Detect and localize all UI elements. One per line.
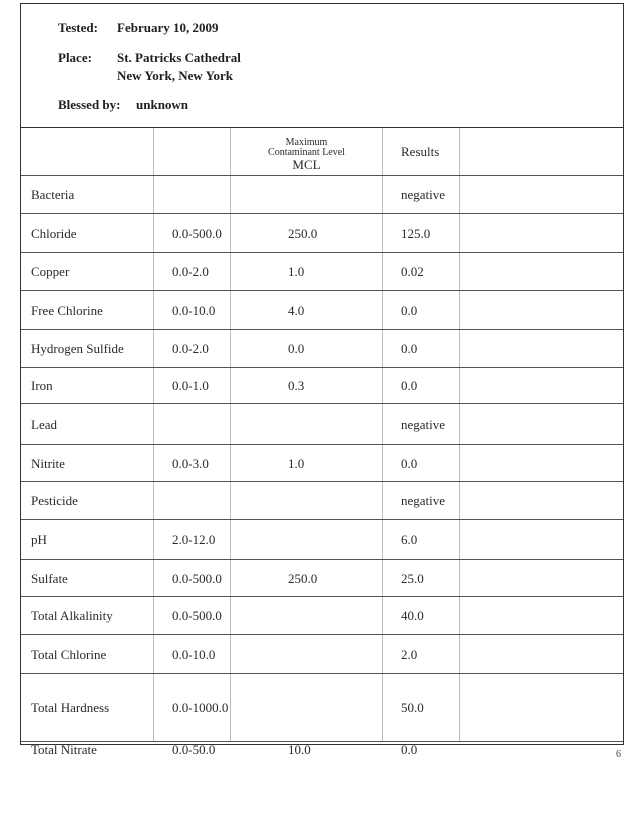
mcl-cell bbox=[231, 520, 383, 559]
parameter-cell bbox=[21, 445, 154, 481]
header-cell bbox=[383, 128, 460, 175]
range-cell bbox=[154, 404, 231, 444]
table-header-row bbox=[21, 128, 623, 176]
notes-cell bbox=[460, 214, 625, 252]
range-cell bbox=[154, 635, 231, 673]
notes-cell bbox=[460, 635, 625, 673]
result-cell bbox=[383, 597, 460, 634]
mcl-header-line-1: Maximum bbox=[285, 137, 328, 148]
table-row bbox=[21, 674, 623, 742]
mcl-cell bbox=[231, 560, 383, 596]
mcl-cell bbox=[231, 291, 383, 329]
parameter-name: Hydrogen Sulfide bbox=[31, 341, 124, 356]
mcl-value: 0.3 bbox=[288, 378, 305, 393]
result-value: 25.0 bbox=[401, 571, 424, 586]
notes-cell bbox=[460, 176, 625, 213]
result-value: 0.0 bbox=[401, 378, 418, 393]
test-range: 2.0-12.0 bbox=[172, 532, 216, 547]
range-cell bbox=[154, 520, 231, 559]
parameter-cell bbox=[21, 635, 154, 673]
table-row bbox=[21, 635, 623, 674]
place-line-2: New York, New York bbox=[117, 68, 234, 83]
mcl-cell bbox=[231, 330, 383, 367]
table-row bbox=[21, 330, 623, 368]
range-cell bbox=[154, 291, 231, 329]
notes-cell bbox=[460, 291, 625, 329]
parameter-cell bbox=[21, 597, 154, 634]
mcl-cell bbox=[231, 404, 383, 444]
mcl-header-line-3: MCL bbox=[292, 157, 321, 172]
table-row bbox=[21, 560, 623, 597]
table-row bbox=[21, 214, 623, 253]
result-cell bbox=[383, 482, 460, 519]
parameter-name: Lead bbox=[31, 417, 57, 432]
range-cell bbox=[154, 330, 231, 367]
table-row bbox=[21, 368, 623, 404]
report-frame bbox=[20, 3, 624, 757]
parameter-cell bbox=[21, 330, 154, 367]
parameter-cell bbox=[21, 404, 154, 444]
notes-cell bbox=[460, 597, 625, 634]
notes-cell bbox=[460, 482, 625, 519]
page-number: 6 bbox=[616, 749, 621, 760]
result-cell bbox=[383, 368, 460, 403]
table-row bbox=[21, 253, 623, 291]
mcl-value: 1.0 bbox=[288, 264, 305, 279]
result-value: 0.0 bbox=[401, 303, 418, 318]
test-range: 0.0-2.0 bbox=[172, 341, 209, 356]
parameter-name: Nitrite bbox=[31, 456, 65, 471]
parameter-cell bbox=[21, 520, 154, 559]
mcl-cell bbox=[231, 482, 383, 519]
mcl-cell bbox=[231, 214, 383, 252]
result-cell bbox=[383, 445, 460, 481]
header-cell bbox=[460, 128, 625, 175]
result-cell bbox=[383, 635, 460, 673]
range-cell bbox=[154, 445, 231, 481]
test-range: 0.0-500.0 bbox=[172, 608, 222, 623]
mcl-value: 10.0 bbox=[288, 742, 311, 757]
blessed-by-value: unknown bbox=[136, 97, 189, 112]
notes-cell bbox=[460, 330, 625, 367]
test-range: 0.0-10.0 bbox=[172, 647, 216, 662]
header-cell bbox=[231, 128, 383, 175]
mcl-cell bbox=[231, 597, 383, 634]
parameter-name: Copper bbox=[31, 264, 70, 279]
mcl-value: 250.0 bbox=[288, 226, 318, 241]
place-line-1: St. Patricks Cathedral bbox=[117, 50, 241, 65]
notes-cell bbox=[460, 445, 625, 481]
result-cell bbox=[383, 404, 460, 444]
parameter-name: Iron bbox=[31, 378, 53, 393]
parameter-name: pH bbox=[31, 532, 47, 547]
test-range: 0.0-1000.0 bbox=[172, 700, 229, 715]
parameter-cell bbox=[21, 214, 154, 252]
test-range: 0.0-500.0 bbox=[172, 226, 222, 241]
test-range: 0.0-3.0 bbox=[172, 456, 209, 471]
range-cell bbox=[154, 253, 231, 290]
mcl-value: 1.0 bbox=[288, 456, 305, 471]
mcl-value: 4.0 bbox=[288, 303, 305, 318]
mcl-cell bbox=[231, 674, 383, 741]
result-value: 0.0 bbox=[401, 341, 418, 356]
tested-date: February 10, 2009 bbox=[117, 20, 219, 35]
result-value: 0.02 bbox=[401, 264, 424, 279]
mcl-cell bbox=[231, 445, 383, 481]
parameter-cell bbox=[21, 368, 154, 403]
range-cell bbox=[154, 597, 231, 634]
result-cell bbox=[383, 674, 460, 741]
result-value: 50.0 bbox=[401, 700, 424, 715]
parameter-cell bbox=[21, 674, 154, 741]
header-cell bbox=[21, 128, 154, 175]
test-info-header bbox=[21, 4, 623, 128]
test-range: 0.0-2.0 bbox=[172, 264, 209, 279]
result-cell bbox=[383, 253, 460, 290]
table-row bbox=[21, 520, 623, 560]
blessed-by-label: Blessed by: bbox=[58, 97, 121, 112]
notes-cell bbox=[460, 520, 625, 559]
range-cell bbox=[154, 560, 231, 596]
test-range: 0.0-1.0 bbox=[172, 378, 209, 393]
mcl-cell bbox=[231, 635, 383, 673]
result-value: negative bbox=[401, 417, 446, 432]
tested-label: Tested: bbox=[58, 20, 98, 35]
parameter-cell bbox=[21, 560, 154, 596]
mcl-cell bbox=[231, 176, 383, 213]
parameter-name: Total Nitrate bbox=[31, 742, 97, 757]
parameter-name: Chloride bbox=[31, 226, 77, 241]
parameter-name: Total Chlorine bbox=[31, 647, 107, 662]
result-cell bbox=[383, 560, 460, 596]
mcl-cell bbox=[231, 368, 383, 403]
mcl-cell bbox=[231, 253, 383, 290]
table-row bbox=[21, 176, 623, 214]
mcl-value: 0.0 bbox=[288, 341, 305, 356]
table-row bbox=[21, 597, 623, 635]
range-cell bbox=[154, 214, 231, 252]
table-row bbox=[21, 445, 623, 482]
result-value: negative bbox=[401, 493, 446, 508]
mcl-value: 250.0 bbox=[288, 571, 318, 586]
result-cell bbox=[383, 176, 460, 213]
result-value: 0.0 bbox=[401, 742, 418, 757]
range-cell bbox=[154, 674, 231, 741]
parameter-cell bbox=[21, 176, 154, 213]
notes-cell bbox=[460, 674, 625, 741]
result-cell bbox=[383, 214, 460, 252]
parameter-cell bbox=[21, 291, 154, 329]
results-header: Results bbox=[401, 144, 440, 159]
table-row bbox=[21, 404, 623, 445]
table-row bbox=[21, 291, 623, 330]
parameter-name: Total Hardness bbox=[31, 700, 110, 715]
parameter-name: Total Alkalinity bbox=[31, 608, 113, 623]
header-cell bbox=[154, 128, 231, 175]
notes-cell bbox=[460, 404, 625, 444]
test-range: 0.0-50.0 bbox=[172, 742, 216, 757]
result-value: 125.0 bbox=[401, 226, 431, 241]
result-value: 6.0 bbox=[401, 532, 418, 547]
range-cell bbox=[154, 368, 231, 403]
result-cell bbox=[383, 520, 460, 559]
notes-cell bbox=[460, 560, 625, 596]
range-cell bbox=[154, 176, 231, 213]
test-range: 0.0-10.0 bbox=[172, 303, 216, 318]
place-label: Place: bbox=[58, 50, 92, 65]
result-value: 40.0 bbox=[401, 608, 424, 623]
test-range: 0.0-500.0 bbox=[172, 571, 222, 586]
parameter-cell bbox=[21, 482, 154, 519]
notes-cell bbox=[460, 253, 625, 290]
table-row bbox=[21, 482, 623, 520]
result-cell bbox=[383, 330, 460, 367]
result-cell bbox=[383, 291, 460, 329]
parameter-cell bbox=[21, 253, 154, 290]
result-value: 2.0 bbox=[401, 647, 418, 662]
parameter-name: Free Chlorine bbox=[31, 303, 103, 318]
parameter-name: Sulfate bbox=[31, 571, 68, 586]
notes-cell bbox=[460, 368, 625, 403]
parameter-name: Pesticide bbox=[31, 493, 78, 508]
result-value: 0.0 bbox=[401, 456, 418, 471]
parameter-name: Bacteria bbox=[31, 187, 75, 202]
result-value: negative bbox=[401, 187, 446, 202]
range-cell bbox=[154, 482, 231, 519]
mcl-header-line-2: Contaminant Level bbox=[268, 147, 345, 158]
